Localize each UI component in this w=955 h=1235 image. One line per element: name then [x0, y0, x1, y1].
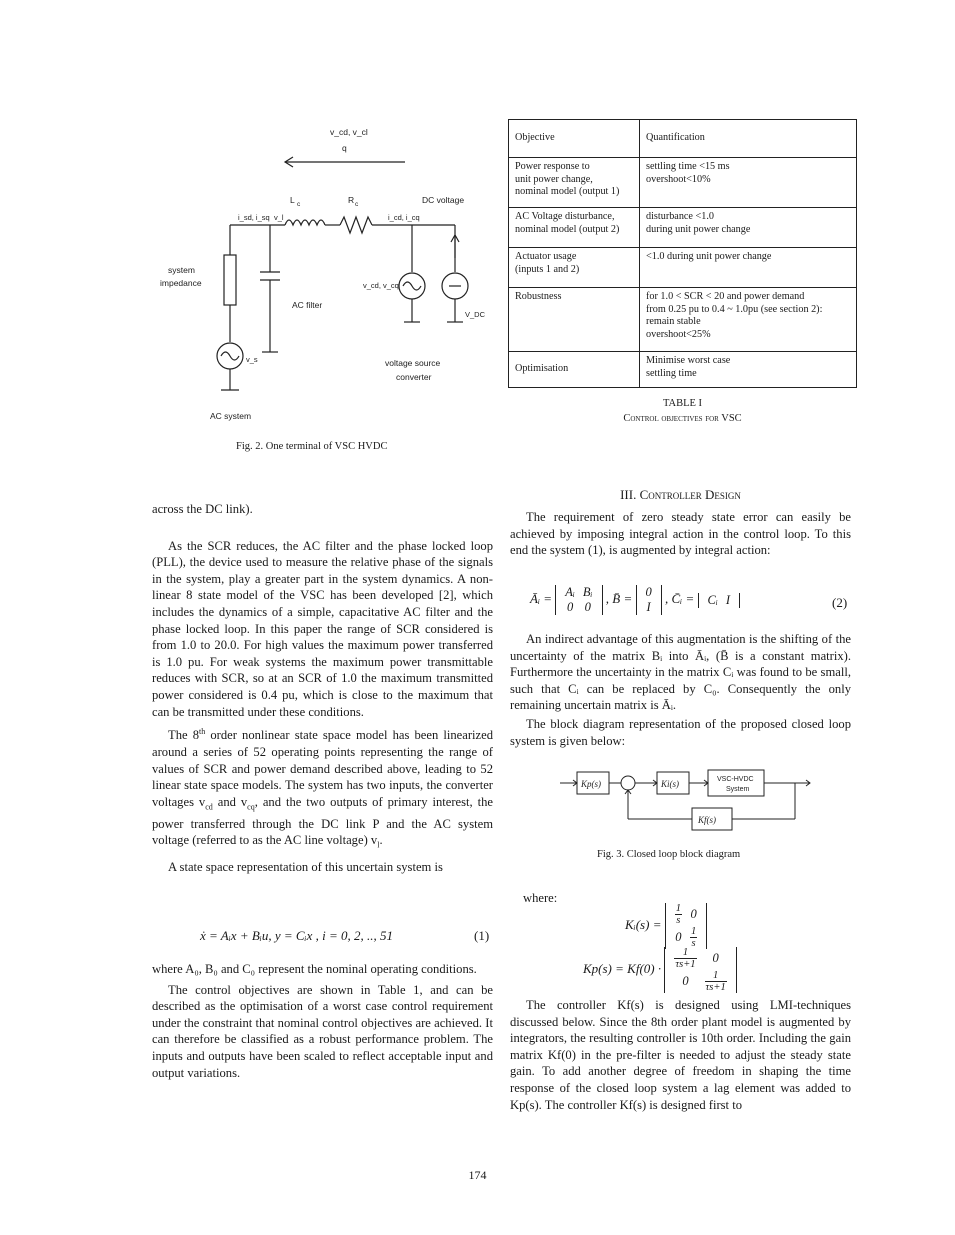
table-row [509, 248, 857, 288]
matrix-cell: 0 [584, 600, 591, 614]
eq-term: Āᵢ = [530, 590, 553, 606]
fig2-label-vd-vq: v_cd, v_cl [330, 127, 368, 137]
paragraph: The requirement of zero steady state error can easily be achieved by imposing integral action in the control loop. To this end the system (1), is augmented by integral action: [510, 510, 851, 558]
table-row [509, 352, 857, 388]
figure-2-circuit [150, 120, 500, 430]
frac-den: τs+1 [705, 982, 726, 993]
matrix-cell: 0 [690, 907, 697, 921]
matrix-cell: Cᵢ [707, 592, 718, 607]
section-heading: III. Controller Design [620, 487, 741, 502]
table-1-number: TABLE I [662, 398, 703, 409]
paragraph: A state space representation of this uncertain system is [168, 859, 443, 874]
fig2-label-vl: v_l [274, 213, 284, 222]
text-run: cq [247, 802, 255, 812]
paragraph: across the DC link). [152, 502, 253, 516]
fig2-label-voltage-source: voltage source [385, 358, 441, 368]
text-run: cd [205, 802, 213, 812]
fig2-caption: Fig. 2. One terminal of VSC HVDC [236, 441, 388, 452]
where-label: where: [523, 891, 558, 905]
table-1 [508, 119, 857, 388]
paragraph: As the SCR reduces, the AC filter and the phase locked loop (PLL), the device used to measure the relative phase of the signals in the system, play a greater part in the system dynamics. A non-linear 8 state model of the VSC has been developed [2], which includes the dynamics of a simple, capacitative AC filter and the phase locked loop. In this paper the range of SCR considered is from 1.0 to 20.0. For high values the maximum power transferred is 1.0 pu. For weak systems the maximum power transmittable reduces with SCR, so at an SCR of 1.0 the maximum transmitted power considered is 0.4 pu, which is close to the maximum that can be transmitted under these conditions. [152, 538, 493, 719]
fig2-label-ac-system: AC system [210, 411, 252, 421]
frac-den: τs+1 [675, 959, 696, 970]
table-header-quantification: Quantification [640, 120, 857, 158]
cell-text: Power response to [515, 161, 590, 172]
cell-text: settling time <15 ms [646, 161, 730, 172]
cell-text: overshoot<25% [646, 328, 711, 340]
matrix-cell: 0 [566, 600, 574, 614]
frac-num: 1 [675, 903, 681, 914]
cell-text: AC Voltage disturbance, [515, 211, 615, 222]
eq-term: Kp(s) = Kf(0) · [583, 960, 662, 976]
matrix [636, 585, 662, 615]
fig2-label-rc-sub: c [355, 201, 359, 208]
paragraph: where A₀, B₀ and C₀ represent the nominal operating conditions. [152, 962, 477, 976]
fig2-label-icd-icq: i_cd, i_cq [388, 213, 420, 222]
fig2-label-dc-voltage: DC voltage [422, 195, 465, 205]
fig3-block-vsc-line2: System [726, 786, 750, 793]
cell-text: remain stable [646, 316, 701, 328]
frac-den: s [676, 915, 681, 926]
fig3-block-kp: Kp(s) [581, 779, 601, 789]
table-1-title: Control objectives for VSC [623, 413, 742, 424]
left-column-bottom [152, 961, 493, 1081]
fig2-label-system: system [168, 265, 195, 275]
eq-term: Kᵢ(s) = [625, 916, 662, 932]
paragraph: The controller Kf(s) is designed using LMI-techniques discussed below. Since the 8th order plant model is augmented by integrators, the resulting controller is 10th order. Including the gain matrix Kf(0) in the pre-filter is needed to adjust the steady state gain. To add another degree of freedom in shaping the time response of the closed loop system a lag element was added to Kp(s). The controller Kf(s) is designed first to [510, 998, 851, 1112]
fig3-block-ki: Ki(s) [661, 779, 679, 789]
text-run: l [377, 840, 380, 850]
matrix-cell: Bᵢ [582, 585, 593, 599]
paragraph: The control objectives are shown in Table 1, and can be described as the optimisation of a worst case control requirement under the constraint that nominal control objectives are achieved. It can therefore be classified as a robust performance problem. The inputs and outputs have been scaled to reflect acceptable input and output variations. [152, 982, 493, 1080]
cell-text: Robustness [515, 291, 562, 302]
fig2-label-vs: v_s [246, 355, 258, 364]
figure-3-block-diagram [560, 768, 820, 838]
text-run: The 8 [168, 728, 199, 743]
eq-term: , C̄ᵢ = [665, 590, 695, 606]
fig2-label-q: q [342, 143, 347, 153]
text-run: th [199, 727, 206, 737]
equation-kp [583, 947, 737, 993]
right-column-bottom [510, 997, 851, 1113]
text-run: order nonlinear state space model has been linearized around a series of 52 operating points representing the range of values of SCR and power demand described above, leading to 52 linear state space models. The system has two inputs, the converter voltages v [152, 728, 494, 809]
fig2-label-lc-sub: c [297, 201, 301, 208]
fig2-label-rc: R [348, 195, 355, 205]
fig3-block-kf: Kf(s) [698, 815, 716, 825]
table-header-objective: Objective [509, 120, 640, 158]
paragraph [152, 724, 493, 854]
frac-num: 1 [705, 970, 727, 982]
page-number: 174 [468, 1168, 487, 1182]
table-row [509, 288, 857, 352]
text-run: , and the two outputs of primary interest, the power transferred through the DC link P and the AC system voltage (referred to as the AC line voltage) v [152, 794, 493, 848]
left-column [152, 501, 493, 875]
paragraph: An indirect advantage of this augmentation is the shifting of the uncertainty of the matrix Bᵢ into Āᵢ, (B̄ is a constant matrix). Furthermore the uncertainty in the matrix Cᵢ was found to be small, such that Cᵢ can be replaced by C₀. Consequently the only remaining uncertain matrix is Āᵢ. [510, 632, 851, 713]
matrix [664, 947, 736, 993]
table-row [509, 158, 857, 208]
fig2-label-impedance: impedance [160, 278, 202, 288]
cell-text: <1.0 during unit power change [646, 251, 772, 262]
cell-text: Optimisation [515, 363, 569, 375]
matrix-cell: 0 [645, 585, 652, 599]
frac-den: s [691, 938, 696, 949]
fig2-label-ac-filter: AC filter [292, 300, 323, 310]
fig2-label-vcd-vcq: v_cd, v_cq [363, 281, 399, 290]
cell-text: (inputs 1 and 2) [515, 263, 580, 275]
fig2-label-lc: L [290, 195, 295, 205]
cell-text: overshoot<10% [646, 173, 711, 185]
matrix-cell: 0 [682, 974, 689, 988]
cell-text: nominal model (output 2) [515, 223, 620, 235]
cell-text: unit power change, [515, 173, 593, 185]
frac-num: 1 [674, 947, 696, 959]
frac-num: 1 [690, 926, 697, 937]
cell-text: nominal model (output 1) [515, 186, 620, 198]
matrix-cell: Aᵢ [565, 585, 575, 599]
fig2-label-vdc: V_DC [465, 310, 486, 319]
fig3-block-vsc-line1: VSC-HVDC [717, 776, 754, 783]
fig2-label-isd-isq: i_sd, i_sq [238, 213, 270, 222]
matrix-cell: I [725, 592, 730, 607]
cell-text: for 1.0 < SCR < 20 and power demand [646, 291, 805, 302]
equation-2-number: (2) [832, 595, 848, 610]
text-run: and v [212, 794, 248, 809]
equation-1-number: (1) [474, 928, 490, 943]
cell-text: disturbance <1.0 [646, 211, 714, 222]
equation-ki [625, 903, 707, 949]
matrix [555, 585, 602, 615]
text-run: . [379, 833, 383, 848]
right-column-mid [510, 631, 851, 749]
eq-term: , B̄ = [605, 590, 633, 606]
cell-text: settling time [646, 367, 697, 379]
right-column [510, 509, 851, 559]
table-row [509, 208, 857, 248]
cell-text: during unit power change [646, 223, 751, 235]
paragraph: The block diagram representation of the proposed closed loop system is given below: [510, 716, 851, 748]
matrix [665, 903, 708, 949]
matrix-cell: I [646, 600, 651, 614]
cell-text: Minimise worst case [646, 355, 731, 366]
equation-1: ẋ = Aᵢx + Bᵢu, y = Cᵢx , i = 0, 2, .., 51 [200, 928, 394, 943]
matrix-cell: 0 [712, 951, 719, 965]
matrix [698, 593, 741, 608]
cell-text: from 0.25 pu to 0.4 ~ 1.0pu (see section 2): [646, 303, 823, 315]
fig3-caption: Fig. 3. Closed loop block diagram [597, 849, 741, 860]
equation-2 [530, 585, 740, 615]
fig2-label-converter: converter [396, 372, 432, 382]
matrix-cell: 0 [675, 930, 682, 944]
cell-text: Actuator usage [515, 251, 577, 262]
